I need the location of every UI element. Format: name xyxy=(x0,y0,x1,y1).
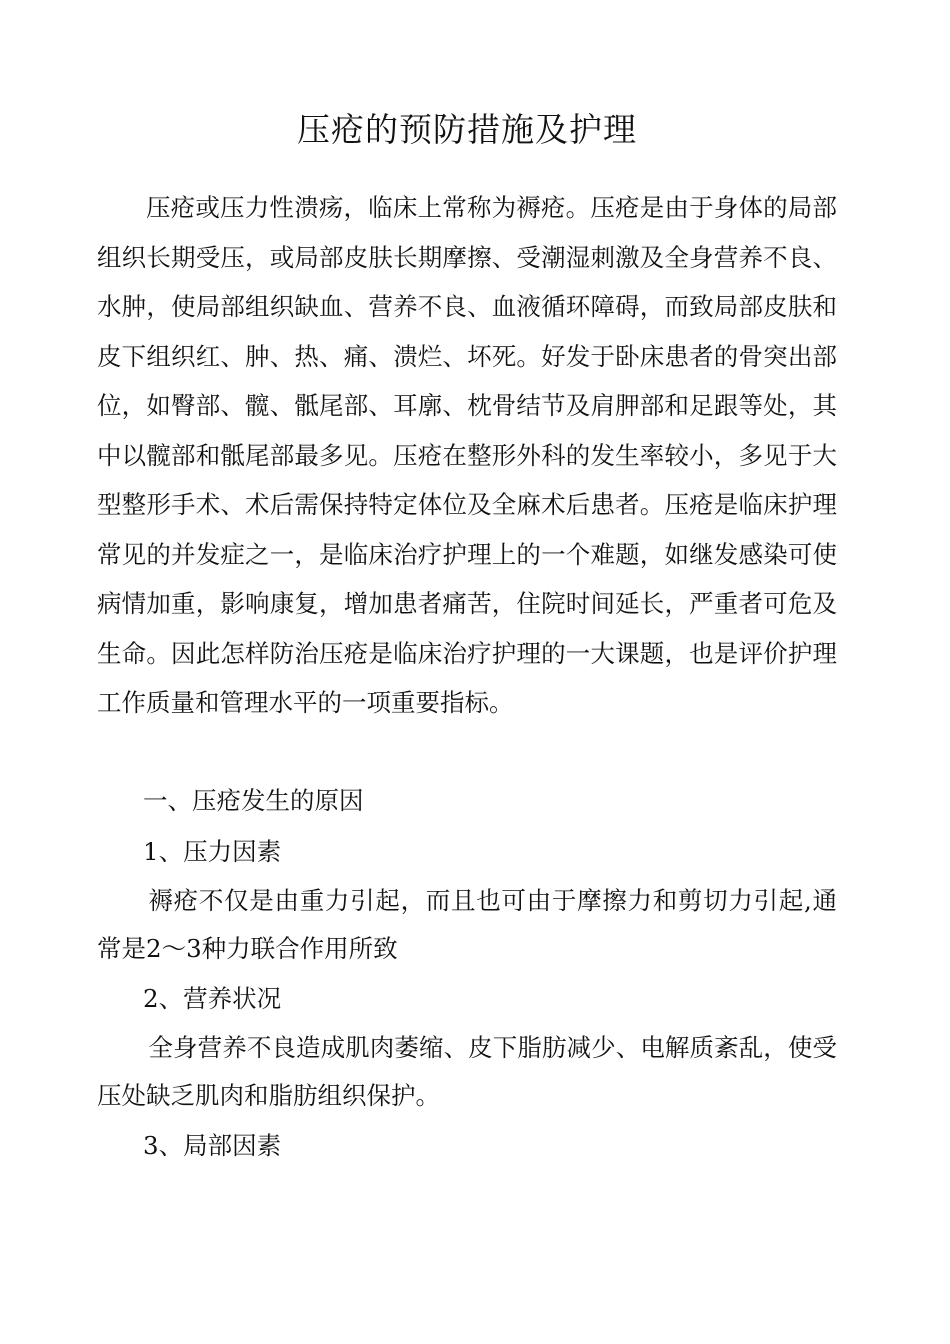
section-heading-causes: 一、压疮发生的原因 xyxy=(143,786,364,815)
item-text-nutrition: 全身营养不良造成肌肉萎缩、皮下脂肪减少、电解质紊乱，使受压处缺乏肌肉和脂肪组织保护。 xyxy=(97,1033,837,1110)
document-title: 压疮的预防措施及护理 xyxy=(297,110,637,149)
item-text-pressure: 褥疮不仅是由重力引起，而且也可由于摩擦力和剪切力引起,通常是2〜3种力联合作用所致 xyxy=(97,886,837,963)
item-heading-nutrition: 2、营养状况 xyxy=(143,984,282,1013)
item-heading-local: 3、局部因素 xyxy=(143,1131,282,1160)
item-heading-pressure: 1、压力因素 xyxy=(143,837,282,866)
intro-paragraph: 压疮或压力性溃疡，临床上常称为褥疮。压疮是由于身体的局部组织长期受压，或局部皮肤长期摩擦、受潮湿刺激及全身营养不良、水肿，使局部组织缺血、营养不良、血液循环障碍，而致局部皮肤和皮下组织红、肿、热、痛、溃烂、坏死。好发于卧床患者的骨突出部位，如臀部、髋、骶尾部、耳廓、枕骨结节及肩胛部和足跟等处，其中以髋部和骶尾部最多见。压疮在整形外科的发生率较小，多见于大型整形手术、术后需保持特定体位及全麻术后患者。压疮是临床护理常见的并发症之一，是临床治疗护理上的一个难题，如继发感染可使病情加重，影响康复，增加患者痛苦，住院时间延长，严重者可危及生命。因此怎样防治压疮是临床治疗护理的一大课题，也是评价护理工作质量和管理水平的一项重要指标。 xyxy=(97,193,837,717)
